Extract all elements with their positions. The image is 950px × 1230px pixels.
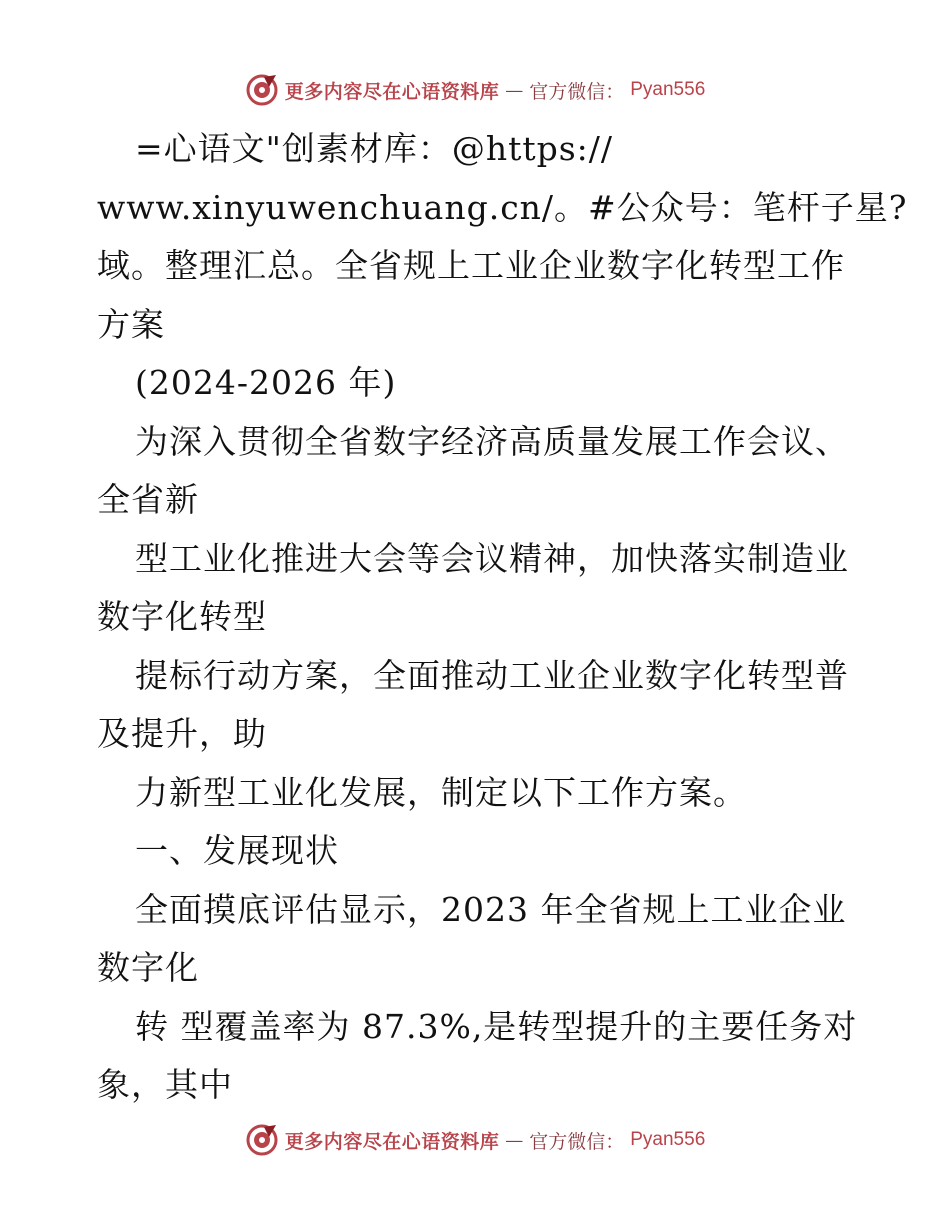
section-heading: 一、发展现状 [135, 831, 339, 870]
watermark-wechat-label: 官方微信： [529, 1130, 625, 1153]
watermark-text: 更多内容尽在心语资料库 [284, 80, 500, 103]
pen-logo-icon [245, 1123, 279, 1157]
watermark-dash: — [505, 1129, 524, 1151]
text-line: =心语文"创素材库：@https:// [135, 129, 614, 168]
text-line: (2024-2026 年) [135, 363, 397, 402]
text-line: 方案 [97, 304, 165, 344]
watermark-dash: — [505, 79, 524, 101]
watermark-wechat-id: Pyan556 [630, 79, 706, 100]
text-line: 全面摸底评估显示，2023 年全省规上工业企业 [135, 889, 847, 929]
text-line: 及提升，助 [97, 714, 267, 753]
text-line: 数字化 [97, 948, 199, 987]
text-line: 数字化转型 [97, 597, 267, 636]
text-line: 域。整理汇总。全省规上工业企业数字化转型工作 [97, 246, 845, 285]
footer-watermark [0, 1120, 950, 1160]
watermark-wechat-label: 官方微信： [529, 80, 625, 103]
text-line: 为深入贯彻全省数字经济高质量发展工作会议、 [135, 421, 849, 461]
watermark-text: 更多内容尽在心语资料库 [284, 1130, 500, 1153]
document-body [97, 120, 908, 1115]
text-line: 象，其中 [97, 1065, 233, 1104]
text-line: 力新型工业化发展，制定以下工作方案。 [135, 772, 747, 812]
text-line: www.xinyuwenchuang.cn/。#公众号：笔杆子星? [97, 187, 908, 227]
text-line: 提标行动方案，全面推动工业企业数字化转型普 [135, 655, 849, 695]
header-watermark [0, 70, 950, 110]
pen-logo-icon [245, 73, 279, 107]
text-line: 全省新 [97, 480, 199, 519]
watermark-wechat-id: Pyan556 [630, 1129, 706, 1150]
text-line: 型工业化推进大会等会议精神，加快落实制造业 [135, 538, 849, 578]
text-line: 转 型覆盖率为 87.3%,是转型提升的主要任务对 [135, 1006, 858, 1046]
